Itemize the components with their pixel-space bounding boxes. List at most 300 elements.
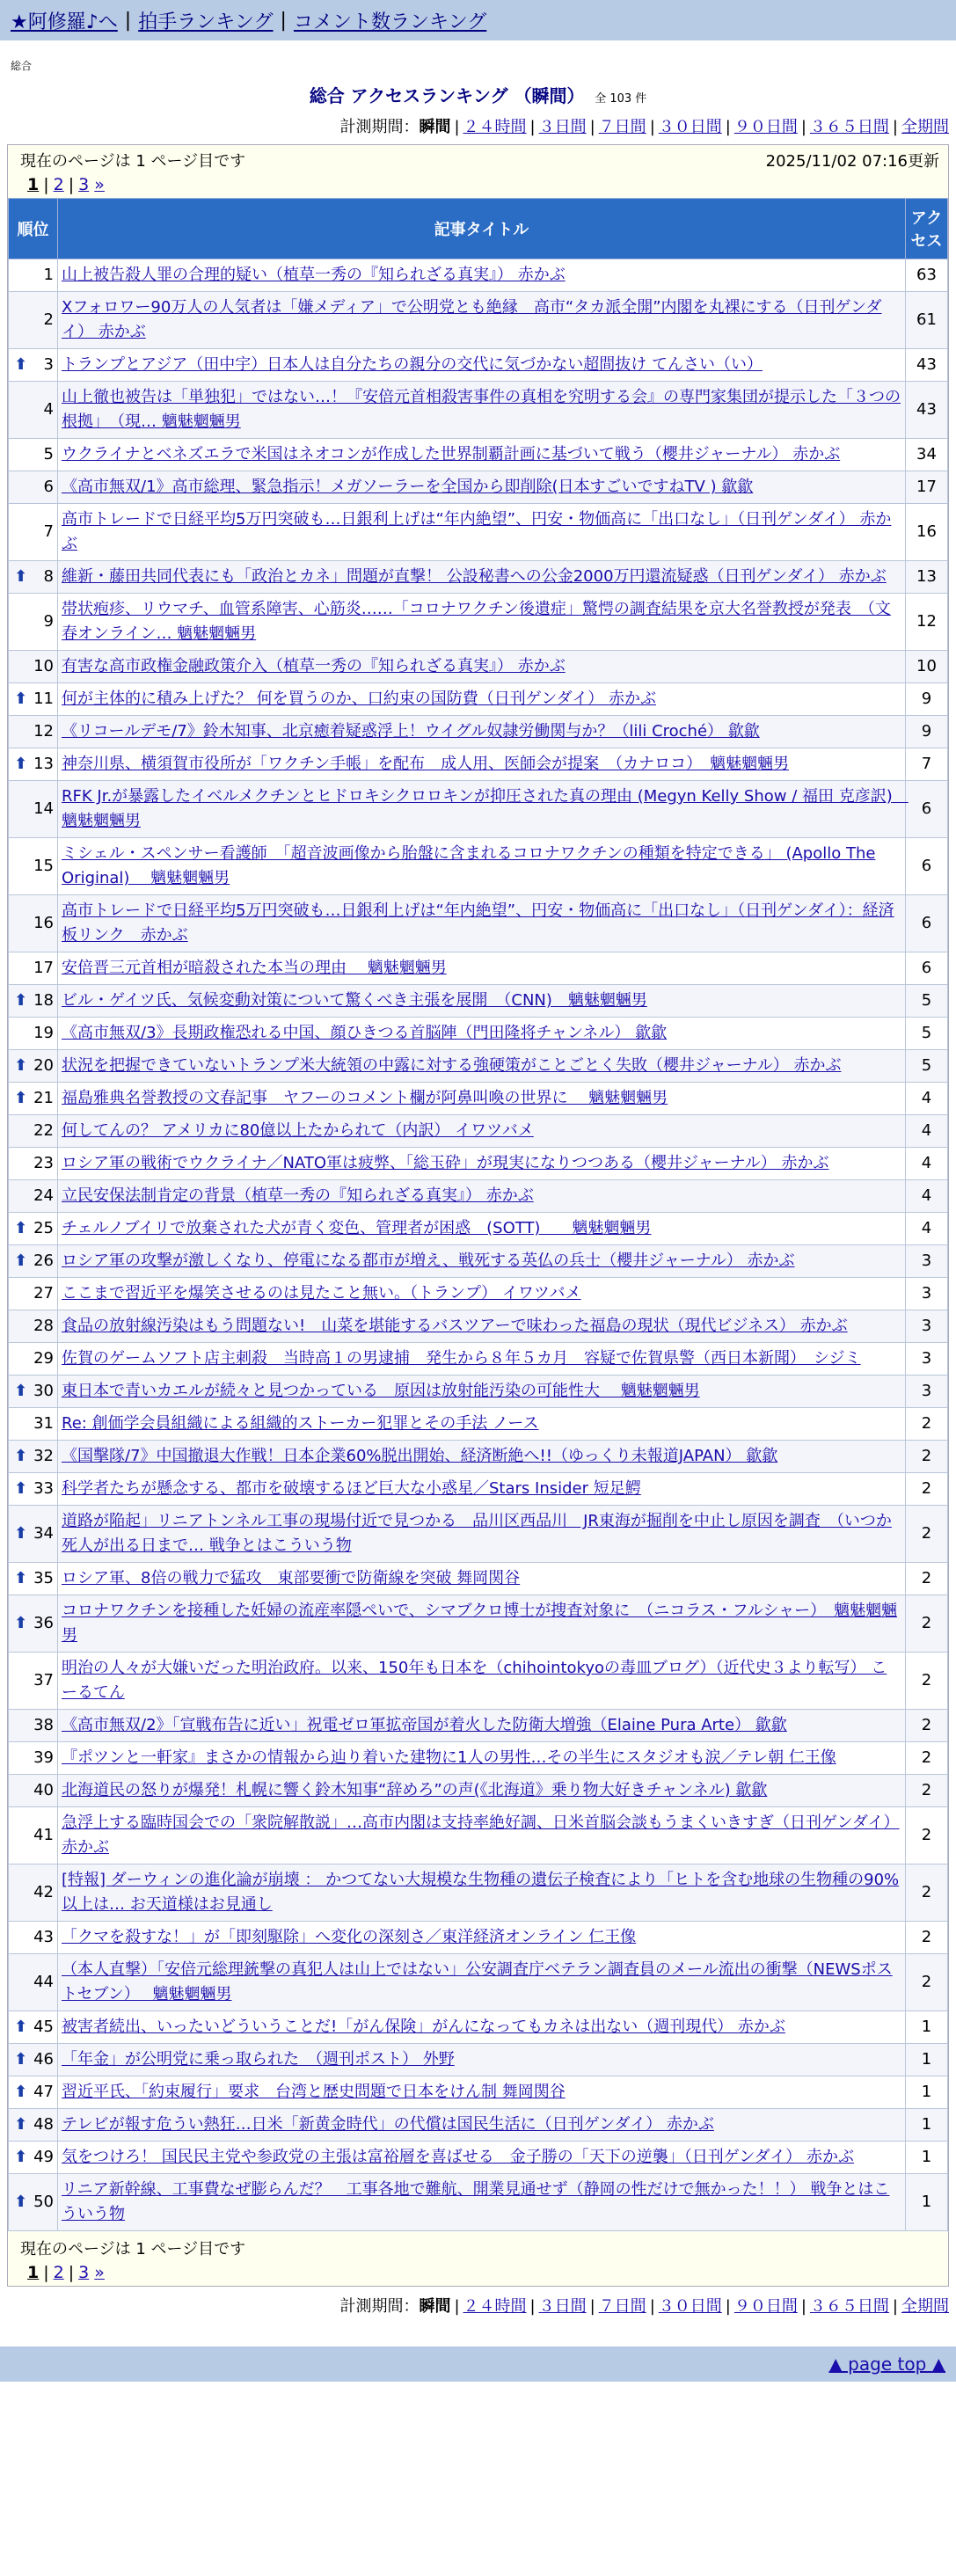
rank-number: 49 bbox=[33, 2148, 54, 2166]
access-count: 61 bbox=[906, 292, 948, 349]
access-count: 9 bbox=[906, 683, 948, 716]
rank-column-header: 順位 bbox=[9, 199, 58, 259]
rank-number: 4 bbox=[43, 400, 54, 419]
period-label: 計測期間： bbox=[339, 118, 420, 136]
access-count: 2 bbox=[906, 1653, 948, 1710]
access-count: 17 bbox=[906, 471, 948, 504]
article-title-link[interactable]: ロシア軍、8倍の戦力で猛攻 東部要衝で防衛線を突破 舞岡関谷 bbox=[62, 1569, 521, 1587]
article-title-link[interactable]: ビル・ゲイツ氏、気候変動対策について驚くべき主張を展開 （CNN) 魑魅魍魎男 bbox=[62, 991, 647, 1010]
article-title-link[interactable]: 状況を把握できていないトランプ米大統領の中露に対する強硬策がことごとく失敗（櫻井ジャーナル） 赤かぶ bbox=[62, 1056, 842, 1075]
article-title-link[interactable]: 安倍晋三元首相が暗殺された本当の理由 魑魅魍魎男 bbox=[62, 959, 447, 977]
period-link[interactable]: ３０日間 bbox=[658, 118, 722, 136]
rank-number: 7 bbox=[43, 522, 54, 541]
rank-cell bbox=[9, 349, 58, 382]
arrow-up-icon: ⬆ bbox=[14, 2115, 28, 2134]
access-count: 3 bbox=[906, 1310, 948, 1343]
article-title-link[interactable]: 「年金」が公明党に乗っ取られた （週刊ポスト） 外野 bbox=[62, 2050, 455, 2069]
access-count: 2 bbox=[906, 1563, 948, 1595]
access-count: 1 bbox=[906, 2011, 948, 2044]
title-cell bbox=[58, 2044, 906, 2076]
page-title: 総合 アクセスランキング （瞬間） bbox=[309, 85, 585, 106]
rank-number: 32 bbox=[33, 1447, 54, 1465]
rank-cell bbox=[9, 2044, 58, 2076]
article-title-link[interactable]: 立民安保法制肯定の背景（植草一秀の『知られざる真実』） 赤かぶ bbox=[62, 1186, 534, 1205]
rank-cell bbox=[9, 1775, 58, 1807]
title-cell bbox=[58, 1148, 906, 1180]
article-title-link[interactable]: Re: 創価学会員組織による組織的ストーカー犯罪とその手法 ノース bbox=[62, 1414, 539, 1433]
access-count: 63 bbox=[906, 259, 948, 292]
article-title-link[interactable]: 《高市無双/3》長期政権恐れる中国、顔ひきつる首脳陣（門田隆将チャンネル） 歙歙 bbox=[62, 1024, 668, 1042]
rank-cell bbox=[9, 2142, 58, 2174]
rank-number: 2 bbox=[43, 310, 54, 329]
article-title-link[interactable]: 高市トレードで日経平均5万円突破も…日銀利上げは“年内絶望”、円安・物価高に「出口なし」（日刊ゲンダイ） 赤かぶ bbox=[62, 510, 892, 553]
arrow-up-icon: ⬆ bbox=[14, 1479, 28, 1498]
rank-cell bbox=[9, 1922, 58, 1954]
article-title-link[interactable]: ここまで習近平を爆笑させるのは見たこと無い。（トランプ） イワツバメ bbox=[62, 1284, 581, 1303]
table-row bbox=[9, 1807, 948, 1864]
title-cell bbox=[58, 259, 906, 292]
rank-number: 15 bbox=[33, 857, 54, 875]
rank-cell bbox=[9, 2011, 58, 2044]
access-count: 2 bbox=[906, 1775, 948, 1807]
rank-cell bbox=[9, 1376, 58, 1408]
rank-number: 42 bbox=[33, 1883, 54, 1901]
rank-cell bbox=[9, 2109, 58, 2142]
table-row bbox=[9, 504, 948, 561]
table-row bbox=[9, 1775, 948, 1807]
rank-number: 13 bbox=[33, 755, 54, 773]
article-title-link[interactable]: （本人直撃）「安倍元総理銃撃の真犯人は山上ではない」公安調査庁ベテラン調査員のメール流出の衝撃（NEWSポストセブン） 魑魅魍魎男 bbox=[62, 1960, 893, 2003]
rank-cell bbox=[9, 1115, 58, 1148]
rank-number: 21 bbox=[33, 1089, 54, 1107]
rank-cell bbox=[9, 1278, 58, 1310]
table-row bbox=[9, 594, 948, 651]
period-link[interactable]: ３６５日間 bbox=[809, 118, 889, 136]
arrow-up-icon: ⬆ bbox=[14, 1219, 28, 1237]
period-separator: | bbox=[589, 2297, 595, 2316]
article-title-link[interactable]: 東日本で青いカエルが続々と見つかっている 原因は放射能汚染の可能性大 魑魅魍魎男 bbox=[62, 1382, 700, 1400]
article-title-link[interactable]: 《高市無双/1》高市総理、緊急指示！メガソーラーを全国から即削除(日本すごいですねTV ) 歙歙 bbox=[62, 478, 754, 496]
arrow-up-icon: ⬆ bbox=[14, 991, 28, 1010]
arrow-up-icon: ⬆ bbox=[14, 567, 28, 586]
article-title-link[interactable]: ミシェル・スペンサー看護師 「超音波画像から胎盤に含まれるコロナワクチンの種類を特定できる」 (Apollo The Original) 魑魅魍魎男 bbox=[62, 844, 876, 887]
table-row bbox=[9, 349, 948, 382]
period-link[interactable]: 全期間 bbox=[901, 118, 949, 136]
article-title-link[interactable]: ロシア軍の戦術でウクライナ／NATO軍は疲弊、「総玉砕」が現実になりつつある（櫻井ジャーナル） 赤かぶ bbox=[62, 1154, 829, 1172]
table-row bbox=[9, 2076, 948, 2109]
rank-number: 36 bbox=[33, 1614, 54, 1632]
arrow-up-icon: ⬆ bbox=[14, 1447, 28, 1465]
article-title-link[interactable]: 高市トレードで日経平均5万円突破も…日銀利上げは“年内絶望”、円安・物価高に「出口なし」（日刊ゲンダイ）：経済板リンク 赤かぶ bbox=[62, 901, 894, 945]
article-title-link[interactable]: ロシア軍の攻撃が激しくなり、停電になる都市が増え、戦死する英仏の兵士（櫻井ジャーナル） 赤かぶ bbox=[62, 1252, 795, 1270]
access-count: 2 bbox=[906, 1441, 948, 1473]
article-title-link[interactable]: 有害な高市政権金融政策介入（植草一秀の『知られざる真実』） 赤かぶ bbox=[62, 657, 566, 675]
article-title-link[interactable]: 《高市無双/2》「宣戦布告に近い」祝電ゼロ軍拡帝国が着火した防衛大増強（Elaine Pura Arte） 歙歙 bbox=[62, 1716, 787, 1734]
title-cell bbox=[58, 1441, 906, 1473]
rank-number: 8 bbox=[43, 567, 54, 586]
arrow-up-icon: ⬆ bbox=[14, 355, 28, 374]
arrow-up-icon: ⬆ bbox=[14, 2083, 28, 2101]
rank-number: 29 bbox=[33, 1349, 54, 1368]
table-row bbox=[9, 2174, 948, 2231]
article-title-link[interactable]: 科学者たちが懸念する、都市を破壊するほど巨大な小惑星／Stars Insider 短足鰐 bbox=[62, 1479, 641, 1498]
rank-number: 27 bbox=[33, 1284, 54, 1303]
title-cell bbox=[58, 1864, 906, 1922]
rank-cell bbox=[9, 1408, 58, 1441]
rank-number: 30 bbox=[33, 1382, 54, 1400]
ranking-table bbox=[8, 198, 948, 2231]
arrow-up-icon: ⬆ bbox=[14, 1089, 28, 1107]
rank-cell bbox=[9, 439, 58, 471]
home-link[interactable]: ★阿修羅♪へ bbox=[11, 11, 118, 33]
article-title-link[interactable]: 食品の放射線汚染はもう問題ない! 山菜を堪能するバスツアーで味わった福島の現状（現代ビジネス） 赤かぶ bbox=[62, 1317, 848, 1335]
article-title-link[interactable]: テレビが報す危うい熱狂…日米「新黄金時代」の代償は国民生活に（日刊ゲンダイ） 赤かぶ bbox=[62, 2115, 714, 2134]
rank-cell bbox=[9, 1563, 58, 1595]
period-link[interactable]: ３６５日間 bbox=[809, 2297, 889, 2316]
access-count: 2 bbox=[906, 1742, 948, 1775]
access-count: 2 bbox=[906, 1506, 948, 1563]
pager-next-link[interactable]: » bbox=[94, 2263, 105, 2282]
article-title-link[interactable]: 何してんの？ アメリカに80億以上たかられて（内訳） イワツバメ bbox=[62, 1121, 534, 1140]
period-separator: | bbox=[589, 118, 595, 136]
rank-number: 17 bbox=[33, 959, 54, 977]
rank-number: 38 bbox=[33, 1716, 54, 1734]
article-title-link[interactable]: 道路が陥起」リニアトンネル工事の現場付近で見つかる 品川区西品川 JR東海が掘削を中止し原因を調査 （いつか死人が出る日まで… 戦争とはこういう物 bbox=[62, 1512, 892, 1555]
access-count: 3 bbox=[906, 1278, 948, 1310]
rank-number: 3 bbox=[43, 355, 54, 374]
article-title-link[interactable]: 佐賀のゲームソフト店主刺殺 当時高１の男逮捕 発生から８年５カ月 容疑で佐賀県警（西日本新聞） シジミ bbox=[62, 1349, 861, 1368]
pager-current: 1 bbox=[27, 175, 40, 194]
panel-header bbox=[8, 145, 948, 171]
title-cell bbox=[58, 1310, 906, 1343]
period-link[interactable]: ２４時間 bbox=[463, 118, 527, 136]
applause-ranking-link[interactable]: 拍手ランキング bbox=[138, 11, 274, 33]
table-row bbox=[9, 1278, 948, 1310]
access-count: 2 bbox=[906, 1595, 948, 1653]
article-title-link[interactable]: 《リコールデモ/7》鈴木知事、北京癒着疑惑浮上！ウイグル奴隷労働関与か？（lili Croché） 歙歙 bbox=[62, 722, 760, 741]
period-separator: | bbox=[892, 2297, 898, 2316]
access-count: 4 bbox=[906, 1213, 948, 1245]
article-title-link[interactable]: Xフォロワー90万人の人気者は「嫌メディア」で公明党とも絶縁 高市“タカ派全開”内閣を丸裸にする（日刊ゲンダイ） 赤かぶ bbox=[62, 298, 882, 341]
arrow-up-icon: ⬆ bbox=[14, 755, 28, 773]
period-selector-top bbox=[0, 114, 956, 137]
title-cell bbox=[58, 952, 906, 985]
rank-cell bbox=[9, 1050, 58, 1083]
article-title-link[interactable]: ウクライナとベネズエラで米国はネオコンが作成した世界制覇計画に基づいて戦う（櫻井ジャーナル） 赤かぶ bbox=[62, 445, 841, 463]
period-separator: | bbox=[725, 2297, 731, 2316]
period-separator: | bbox=[725, 118, 731, 136]
period-link[interactable]: ９０日間 bbox=[733, 118, 798, 136]
period-separator: | bbox=[892, 118, 898, 136]
rank-number: 1 bbox=[43, 266, 54, 284]
rank-number: 39 bbox=[33, 1748, 54, 1767]
pager-separator: | bbox=[43, 175, 49, 194]
table-header-row bbox=[9, 199, 948, 259]
title-cell bbox=[58, 716, 906, 748]
access-count: 43 bbox=[906, 349, 948, 382]
table-row bbox=[9, 292, 948, 349]
table-row bbox=[9, 1595, 948, 1653]
arrow-up-icon: ⬆ bbox=[14, 1614, 28, 1632]
table-row bbox=[9, 1653, 948, 1710]
title-cell bbox=[58, 1050, 906, 1083]
access-count: 4 bbox=[906, 1180, 948, 1213]
page-top-link[interactable]: ▲ page top ▲ bbox=[828, 2353, 945, 2375]
article-title-link[interactable]: リニア新幹線、工事費なぜ膨らんだ？ 工事各地で難航、開業見通せず（静岡の性だけで無かった！！） 戦争とはこういう物 bbox=[62, 2180, 890, 2223]
access-column-header: アクセス bbox=[906, 199, 948, 259]
arrow-up-icon: ⬆ bbox=[14, 1056, 28, 1075]
rank-number: 50 bbox=[33, 2193, 54, 2211]
period-separator: | bbox=[800, 118, 806, 136]
title-cell bbox=[58, 1922, 906, 1954]
table-row bbox=[9, 1473, 948, 1506]
rank-cell bbox=[9, 1742, 58, 1775]
article-title-link[interactable]: 維新・藤田共同代表にも「政治とカネ」問題が直撃！ 公設秘書への公金2000万円還流疑惑（日刊ゲンダイ） 赤かぶ bbox=[62, 567, 887, 586]
article-title-link[interactable]: 《国擊隊/7》中国撤退大作戦！日本企業60%脱出開始、経済断絶へ!!（ゆっくり未報道JAPAN） 歙歙 bbox=[62, 1447, 778, 1465]
table-row bbox=[9, 985, 948, 1018]
comment-ranking-link[interactable]: コメント数ランキング bbox=[293, 11, 487, 33]
access-count: 1 bbox=[906, 2142, 948, 2174]
access-count: 1 bbox=[906, 2174, 948, 2231]
period-separator: | bbox=[800, 2297, 806, 2316]
rank-number: 41 bbox=[33, 1826, 54, 1844]
access-count: 34 bbox=[906, 439, 948, 471]
pager-page-link[interactable]: 2 bbox=[53, 175, 64, 194]
article-title-link[interactable]: [特報] ダーウィンの進化論が崩壊 ： かつてない大規模な生物種の遺伝子検査により「ヒトを含む地球の生物種の90%以上は… お天道様はお見通し bbox=[62, 1871, 900, 1914]
access-count: 2 bbox=[906, 1807, 948, 1864]
rank-number: 44 bbox=[33, 1973, 54, 1991]
access-count: 6 bbox=[906, 781, 948, 838]
arrow-up-icon: ⬆ bbox=[14, 1524, 28, 1543]
period-link[interactable]: ３日間 bbox=[538, 118, 587, 136]
article-title-link[interactable]: 神奈川県、横須賀市役所が「ワクチン手帳」を配布 成人用、医師会が提案 （カナロコ） 魑魅魍魎男 bbox=[62, 755, 790, 773]
pager-top bbox=[8, 171, 948, 198]
rank-number: 31 bbox=[33, 1414, 54, 1433]
period-current: 瞬間 bbox=[419, 118, 451, 136]
article-title-link[interactable]: トランプとアジア（田中宇）日本人は自分たちの親分の交代に気づかない超間抜け てんさい（い） bbox=[62, 355, 763, 374]
article-title-link[interactable]: 北海道民の怒りが爆発！札幌に響く鈴木知事“辞めろ”の声(《北海道》乗り物大好きチャンネル) 歙歙 bbox=[62, 1781, 768, 1799]
table-row bbox=[9, 259, 948, 292]
rank-number: 12 bbox=[33, 722, 54, 741]
table-row bbox=[9, 1018, 948, 1050]
title-cell bbox=[58, 1278, 906, 1310]
rank-cell bbox=[9, 382, 58, 439]
rank-number: 14 bbox=[33, 799, 54, 818]
rank-number: 40 bbox=[33, 1781, 54, 1799]
rank-number: 25 bbox=[33, 1219, 54, 1237]
rank-cell bbox=[9, 1441, 58, 1473]
title-cell bbox=[58, 651, 906, 683]
title-cell bbox=[58, 1653, 906, 1710]
article-title-link[interactable]: 急浮上する臨時国会での「衆院解散説」…高市内閣は支持率絶好調、日米首脳会談もうまくいきすぎ（日刊ゲンダイ） 赤かぶ bbox=[62, 1813, 900, 1857]
table-row bbox=[9, 1213, 948, 1245]
article-title-link[interactable]: 習近平氏、「約束履行」要求 台湾と歴史問題で日本をけん制 舞岡関谷 bbox=[62, 2083, 566, 2101]
access-count: 4 bbox=[906, 1115, 948, 1148]
table-row bbox=[9, 2044, 948, 2076]
title-cell bbox=[58, 2076, 906, 2109]
article-title-link[interactable]: 帯状疱疹、リウマチ、血管系障害、心筋炎……「コロナワクチン後遺症」驚愕の調査結果を京大名誉教授が発表 （文春オンライン… 魑魅魍魎男 bbox=[62, 600, 891, 643]
article-title-link[interactable]: 明治の人々が大嫌いだった明治政府。以来、150年も日本を（chihointokyoの毒皿ブログ）（近代史３より転写） こーるてん bbox=[62, 1659, 887, 1702]
table-row bbox=[9, 952, 948, 985]
pager-current: 1 bbox=[27, 2263, 40, 2282]
access-count: 5 bbox=[906, 985, 948, 1018]
rank-number: 19 bbox=[33, 1024, 54, 1042]
title-cell bbox=[58, 1595, 906, 1653]
table-row bbox=[9, 716, 948, 748]
article-title-link[interactable]: 山上被告殺人罪の合理的疑い（植草一秀の『知られざる真実』） 赤かぶ bbox=[62, 266, 566, 284]
pager-page-link[interactable]: 3 bbox=[78, 175, 90, 194]
title-cell bbox=[58, 439, 906, 471]
current-page-text: 現在のページは 1 ページ目です bbox=[20, 152, 246, 171]
title-cell bbox=[58, 1775, 906, 1807]
period-separator: | bbox=[649, 2297, 655, 2316]
table-row bbox=[9, 382, 948, 439]
rank-number: 28 bbox=[33, 1317, 54, 1335]
title-cell bbox=[58, 1473, 906, 1506]
rank-cell bbox=[9, 895, 58, 952]
article-title-link[interactable]: RFK Jr.が暴露したイベルメクチンとヒドロキシクロロキンが抑圧された真の理由 (Megyn Kelly Show / 福田 克彦訳) 魑魅魍魎男 bbox=[62, 787, 909, 830]
period-current: 瞬間 bbox=[419, 2297, 451, 2316]
period-separator: | bbox=[454, 2297, 460, 2316]
arrow-up-icon: ⬆ bbox=[14, 2050, 28, 2069]
rank-number: 35 bbox=[33, 1569, 54, 1587]
article-title-link[interactable]: 福島雅典名誉教授の文春記事 ヤフーのコメント欄が阿鼻叫喚の世界に 魑魅魍魎男 bbox=[62, 1089, 668, 1107]
title-cell bbox=[58, 1742, 906, 1775]
title-cell bbox=[58, 1376, 906, 1408]
arrow-up-icon: ⬆ bbox=[14, 1569, 28, 1587]
article-title-link[interactable]: コロナワクチンを接種した妊婦の流産率隠ぺいで、シマブクロ博士が捜査対象に （ニコラス・フルシャー） 魑魅魍魎男 bbox=[62, 1602, 898, 1645]
access-count: 9 bbox=[906, 716, 948, 748]
title-cell bbox=[58, 594, 906, 651]
period-selector-bottom bbox=[0, 2294, 956, 2317]
access-count: 3 bbox=[906, 1376, 948, 1408]
rank-number: 33 bbox=[33, 1479, 54, 1498]
title-cell bbox=[58, 2109, 906, 2142]
period-link[interactable]: ３０日間 bbox=[658, 2297, 722, 2316]
table-row bbox=[9, 1506, 948, 1563]
rank-number: 48 bbox=[33, 2115, 54, 2134]
rank-cell bbox=[9, 748, 58, 781]
period-link[interactable]: ９０日間 bbox=[733, 2297, 798, 2316]
title-cell bbox=[58, 2142, 906, 2174]
period-separator: | bbox=[649, 118, 655, 136]
table-row bbox=[9, 1376, 948, 1408]
period-link[interactable]: ７日間 bbox=[598, 118, 646, 136]
table-row bbox=[9, 1115, 948, 1148]
article-title-link[interactable]: 山上徹也被告は「単独犯」ではない…！『安倍元首相殺害事件の真相を究明する会』の専門家集団が提示した「３つの根拠」 （現… 魑魅魍魎男 bbox=[62, 388, 901, 431]
title-cell bbox=[58, 1213, 906, 1245]
table-row bbox=[9, 2011, 948, 2044]
rank-cell bbox=[9, 594, 58, 651]
table-row bbox=[9, 1563, 948, 1595]
rank-cell bbox=[9, 1180, 58, 1213]
table-row bbox=[9, 1742, 948, 1775]
title-cell bbox=[58, 2174, 906, 2231]
access-count: 16 bbox=[906, 504, 948, 561]
ranking-panel bbox=[7, 144, 949, 2287]
rank-cell bbox=[9, 1864, 58, 1922]
pager-separator: | bbox=[68, 175, 75, 194]
pager-next-link[interactable]: » bbox=[94, 175, 105, 194]
article-title-link[interactable]: 被害者続出、いったいどういうことだ!「がん保険」がんになってもカネは出ない（週刊現代） 赤かぶ bbox=[62, 2018, 785, 2036]
rank-number: 11 bbox=[33, 690, 54, 708]
table-row bbox=[9, 561, 948, 594]
arrow-up-icon: ⬆ bbox=[14, 2193, 28, 2211]
period-separator: | bbox=[529, 118, 536, 136]
article-title-link[interactable]: 何が主体的に積み上げた？ 何を買うのか、口約束の国防費（日刊ゲンダイ） 赤かぶ bbox=[62, 690, 656, 708]
table-row bbox=[9, 2142, 948, 2174]
pager-separator: | bbox=[43, 2263, 49, 2282]
rank-cell bbox=[9, 1018, 58, 1050]
rank-cell bbox=[9, 2174, 58, 2231]
title-cell bbox=[58, 1807, 906, 1864]
table-row bbox=[9, 1083, 948, 1115]
nav-separator: | bbox=[124, 9, 132, 32]
arrow-up-icon: ⬆ bbox=[14, 2018, 28, 2036]
rank-cell bbox=[9, 651, 58, 683]
rank-number: 47 bbox=[33, 2083, 54, 2101]
title-cell bbox=[58, 1563, 906, 1595]
rank-cell bbox=[9, 838, 58, 895]
title-cell bbox=[58, 349, 906, 382]
rank-cell bbox=[9, 2076, 58, 2109]
rank-number: 10 bbox=[33, 657, 54, 675]
rank-cell bbox=[9, 1148, 58, 1180]
table-row bbox=[9, 1180, 948, 1213]
title-cell bbox=[58, 1343, 906, 1376]
title-cell bbox=[58, 1083, 906, 1115]
pager-page-link[interactable]: 3 bbox=[78, 2263, 90, 2282]
table-row bbox=[9, 651, 948, 683]
access-count: 2 bbox=[906, 1710, 948, 1742]
title-cell bbox=[58, 1115, 906, 1148]
rank-cell bbox=[9, 1506, 58, 1563]
title-cell bbox=[58, 561, 906, 594]
updated-time: 2025/11/02 07:16更新 bbox=[765, 152, 939, 171]
rank-number: 5 bbox=[43, 445, 54, 463]
article-title-link[interactable]: 「クマを殺すな！」が「即刻駆除」へ変化の深刻さ／東洋経済オンライン 仁王像 bbox=[62, 1928, 637, 1946]
title-cell bbox=[58, 2011, 906, 2044]
pager-page-link[interactable]: 2 bbox=[53, 2263, 64, 2282]
title-cell bbox=[58, 1018, 906, 1050]
title-cell bbox=[58, 748, 906, 781]
title-cell bbox=[58, 504, 906, 561]
rank-cell bbox=[9, 1310, 58, 1343]
period-link[interactable]: ３日間 bbox=[538, 2297, 587, 2316]
article-title-link[interactable]: チェルノブイリで放棄された犬が青く変色、管理者が困惑 (SOTT) 魑魅魍魎男 bbox=[62, 1219, 652, 1237]
period-link[interactable]: ２４時間 bbox=[463, 2297, 527, 2316]
article-title-link[interactable]: 『ポツンと一軒家』まさかの情報から辿り着いた建物に1人の男性…その半生にスタジオも涙／テレ朝 仁王像 bbox=[62, 1748, 836, 1767]
period-link[interactable]: 全期間 bbox=[901, 2297, 949, 2316]
access-count: 5 bbox=[906, 1018, 948, 1050]
access-count: 3 bbox=[906, 1245, 948, 1278]
rank-cell bbox=[9, 1343, 58, 1376]
period-link[interactable]: ７日間 bbox=[598, 2297, 646, 2316]
rank-number: 43 bbox=[33, 1928, 54, 1946]
access-count: 1 bbox=[906, 2044, 948, 2076]
article-title-link[interactable]: 気をつけろ！ 国民民主党や参政党の主張は富裕層を喜ばせる 金子勝の「天下の逆襲」（日刊ゲンダイ） 赤かぶ bbox=[62, 2148, 854, 2166]
rank-number: 20 bbox=[33, 1056, 54, 1075]
title-cell bbox=[58, 1180, 906, 1213]
table-row bbox=[9, 1408, 948, 1441]
table-row bbox=[9, 1245, 948, 1278]
table-row bbox=[9, 1922, 948, 1954]
table-row bbox=[9, 1441, 948, 1473]
table-row bbox=[9, 748, 948, 781]
access-count: 6 bbox=[906, 838, 948, 895]
rank-number: 45 bbox=[33, 2018, 54, 2036]
rank-cell bbox=[9, 952, 58, 985]
